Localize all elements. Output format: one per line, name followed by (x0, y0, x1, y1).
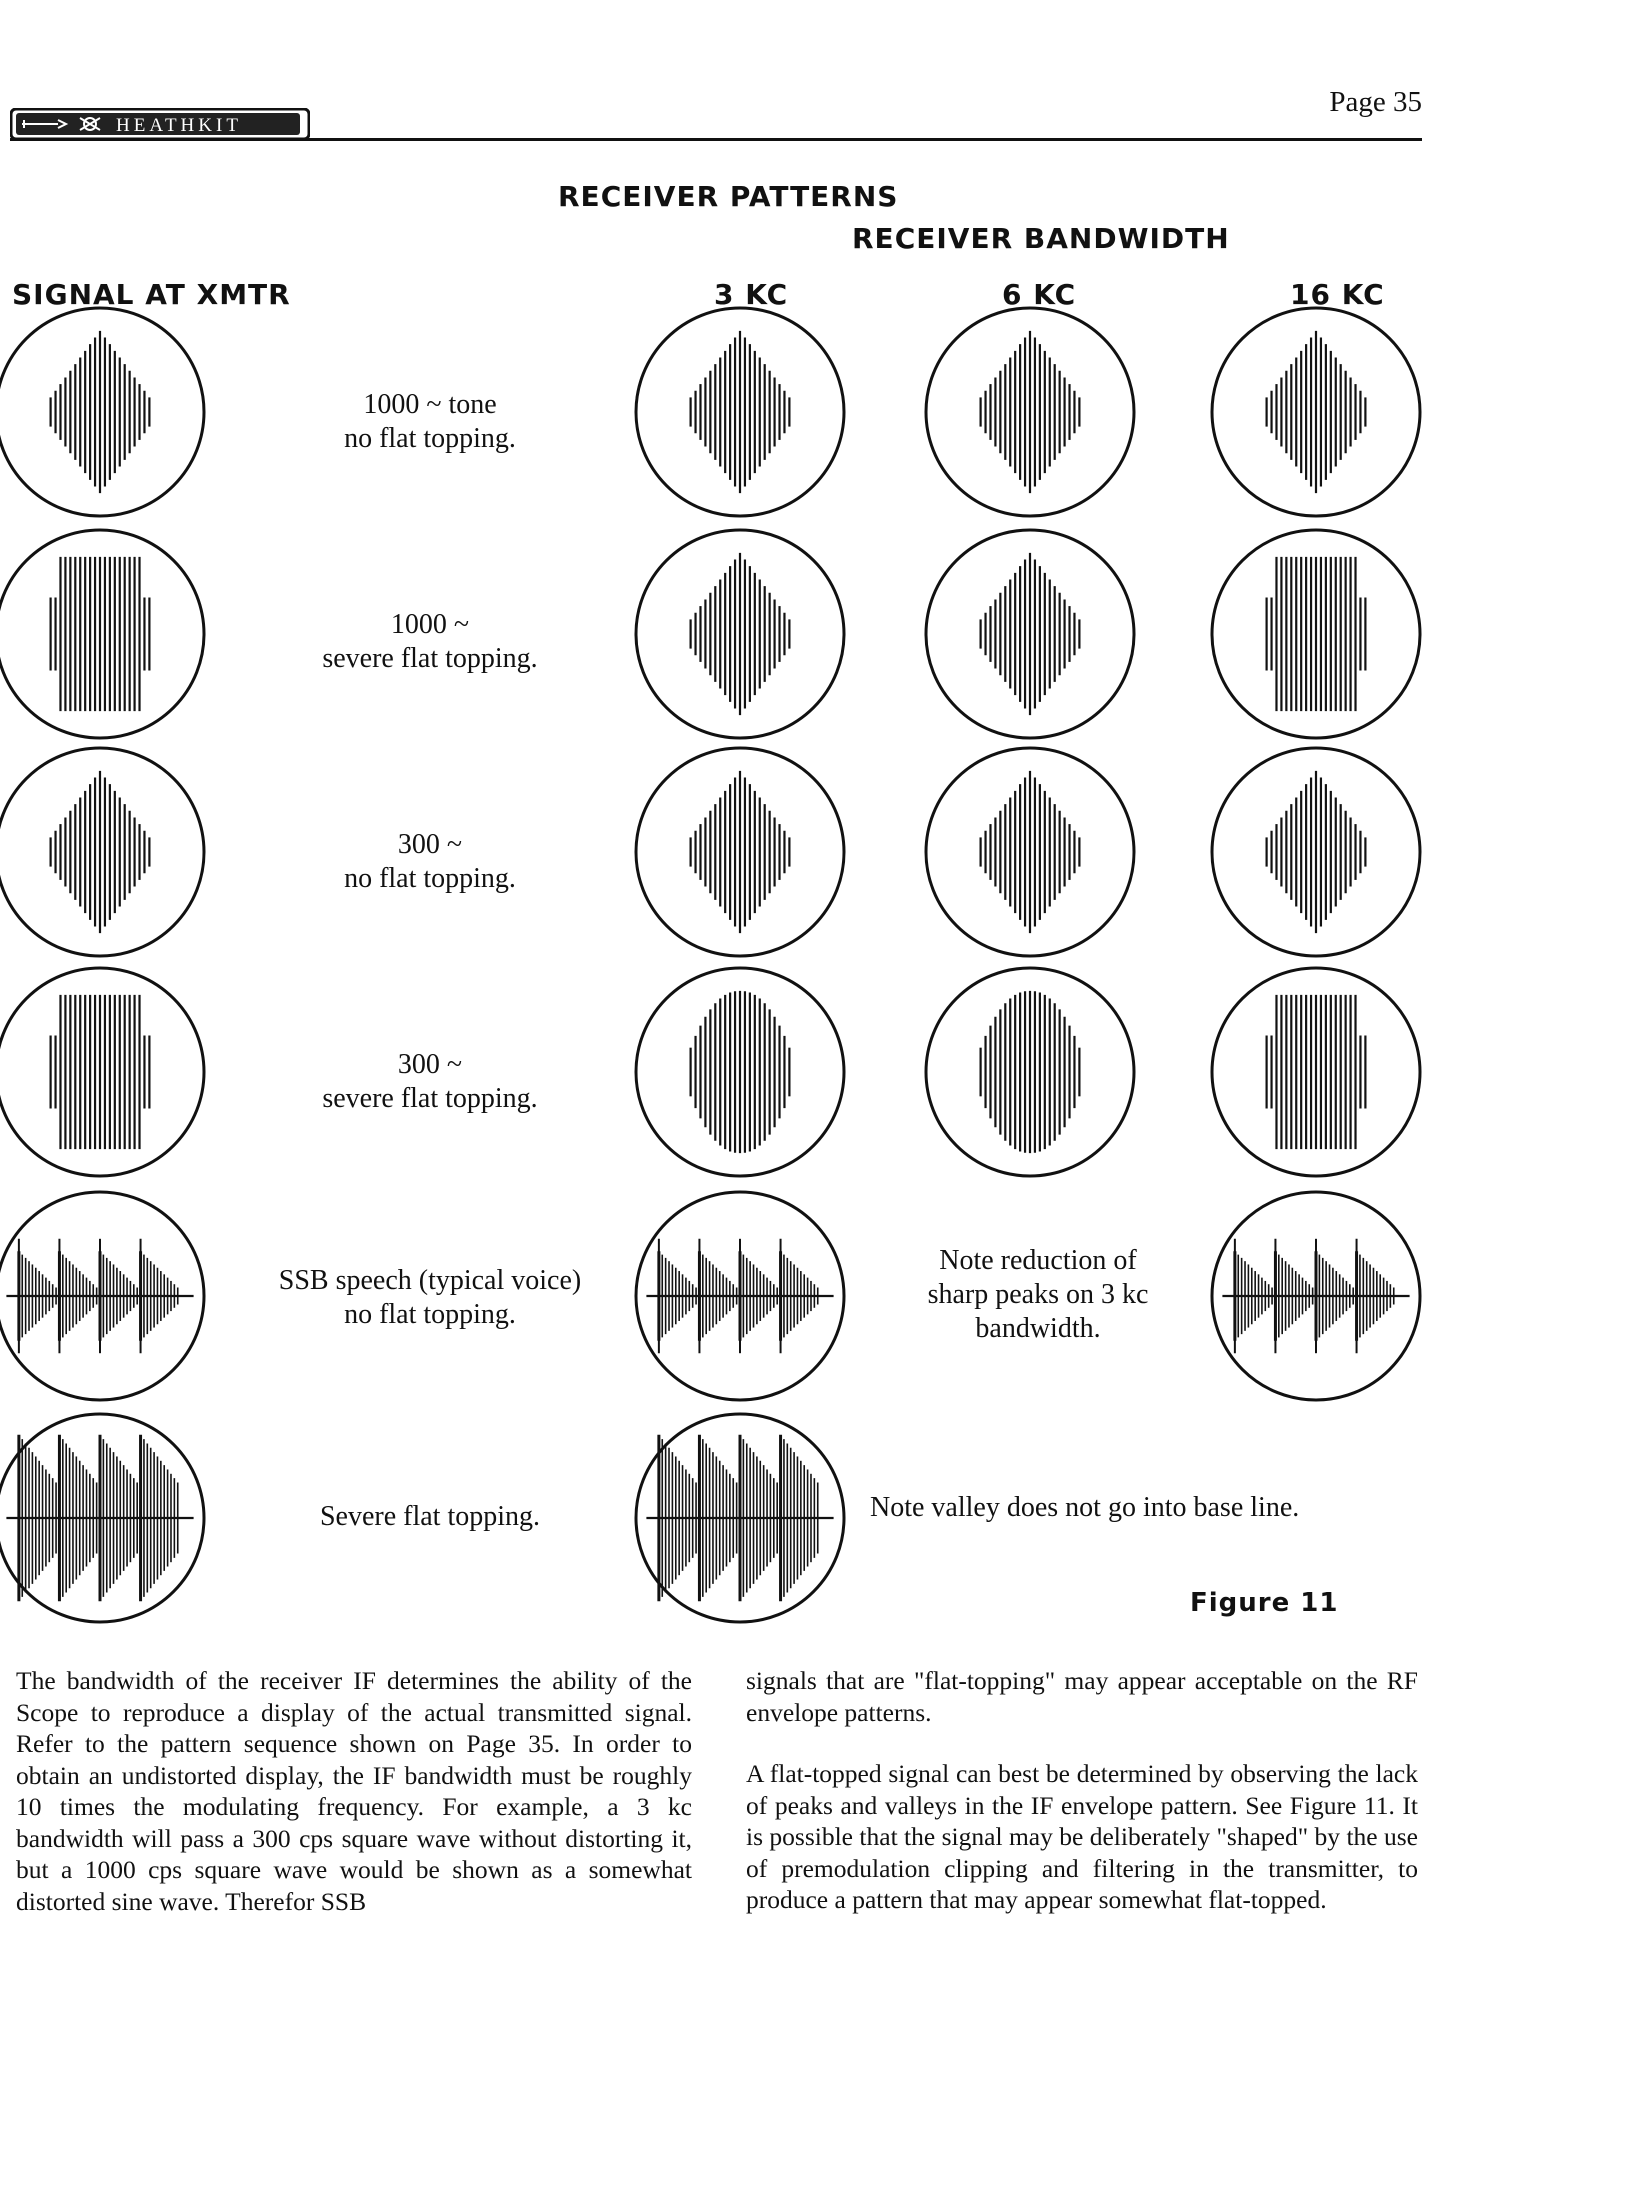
figure-caption: Figure 11 (1190, 1588, 1339, 1618)
scope-row6-xmtr (0, 1411, 207, 1625)
row-label-ssb-speech: SSB speech (typical voice) no flat topping. (278, 1265, 582, 1330)
note-peaks: Note reduction of sharp peaks on 3 kc bandwidth. (927, 1245, 1149, 1344)
paragraph-flat-topping: signals that are "flat-topping" may appear acceptable on the RF envelope patterns. (746, 1666, 1418, 1727)
paragraph-determine: A flat-topped signal can best be determined by observing the lack of peaks and valleys in the IF envelope pattern. See Figure 11. It is possible that the signal may be deliberately "shaped" by the use of premodulation clipping and filtering in the transmitter, to produce a pattern that may appear somewhat flat-topped. (746, 1759, 1418, 1914)
scope-row2-xmtr (0, 527, 207, 741)
body-left-column (16, 1665, 692, 1947)
bandwidth-header-6kc: 6 KC (1002, 278, 1077, 311)
scope-row5-3kc (633, 1189, 847, 1403)
bandwidth-header-16kc: 16 KC (1290, 278, 1385, 311)
scope-row2-6kc (923, 527, 1137, 741)
scope-row5-16kc (1209, 1189, 1423, 1403)
body-right-column (746, 1665, 1418, 1946)
note-valley: Note valley does not go into base line. (870, 1492, 1300, 1523)
page-number: Page 35 (1329, 86, 1422, 118)
scope-row2-16kc (1209, 527, 1423, 741)
paragraph-bandwidth: The bandwidth of the receiver IF determines the ability of the Scope to reproduce a display of the actual transmitted signal. Refer to the pattern sequence shown on Page 35. In order to obtain an undistorted display, the IF bandwidth must be roughly 10 times the modulating frequency. For example, a 3 kc bandwidth will pass a 300 cps square wave without distorting it, but a 1000 cps square wave would be shown as a somewhat distorted sine wave. Therefor SSB (16, 1666, 692, 1916)
scope-row1-xmtr (0, 305, 207, 519)
scope-row4-xmtr (0, 965, 207, 1179)
scope-row5-xmtr (0, 1189, 207, 1403)
scope-row3-xmtr (0, 745, 207, 959)
bandwidth-title: RECEIVER BANDWIDTH (852, 222, 1230, 255)
brand-text: HEATHKIT (116, 115, 242, 136)
bandwidth-header-3kc: 3 KC (714, 278, 789, 311)
scope-row4-6kc (923, 965, 1137, 1179)
scope-row4-3kc (633, 965, 847, 1179)
row-label-ssb-flat: Severe flat topping. (319, 1501, 541, 1532)
row-label-1000-tone: 1000 ~ tone no flat topping. (344, 389, 516, 454)
scope-row6-3kc (633, 1411, 847, 1625)
scope-row3-3kc (633, 745, 847, 959)
scope-row2-3kc (633, 527, 847, 741)
figure-title: RECEIVER PATTERNS (558, 180, 899, 213)
signal-column-header: SIGNAL AT XMTR (12, 278, 291, 311)
scope-row4-16kc (1209, 965, 1423, 1179)
scope-row1-6kc (923, 305, 1137, 519)
scope-row1-3kc (633, 305, 847, 519)
row-label-300-tone: 300 ~ no flat topping. (344, 829, 516, 894)
row-label-300-flat: 300 ~ severe flat topping. (322, 1049, 538, 1114)
scope-row1-16kc (1209, 305, 1423, 519)
row-label-1000-flat: 1000 ~ severe flat topping. (322, 609, 538, 674)
scope-row3-6kc (923, 745, 1137, 959)
scope-row3-16kc (1209, 745, 1423, 959)
header-rule (10, 138, 1422, 141)
